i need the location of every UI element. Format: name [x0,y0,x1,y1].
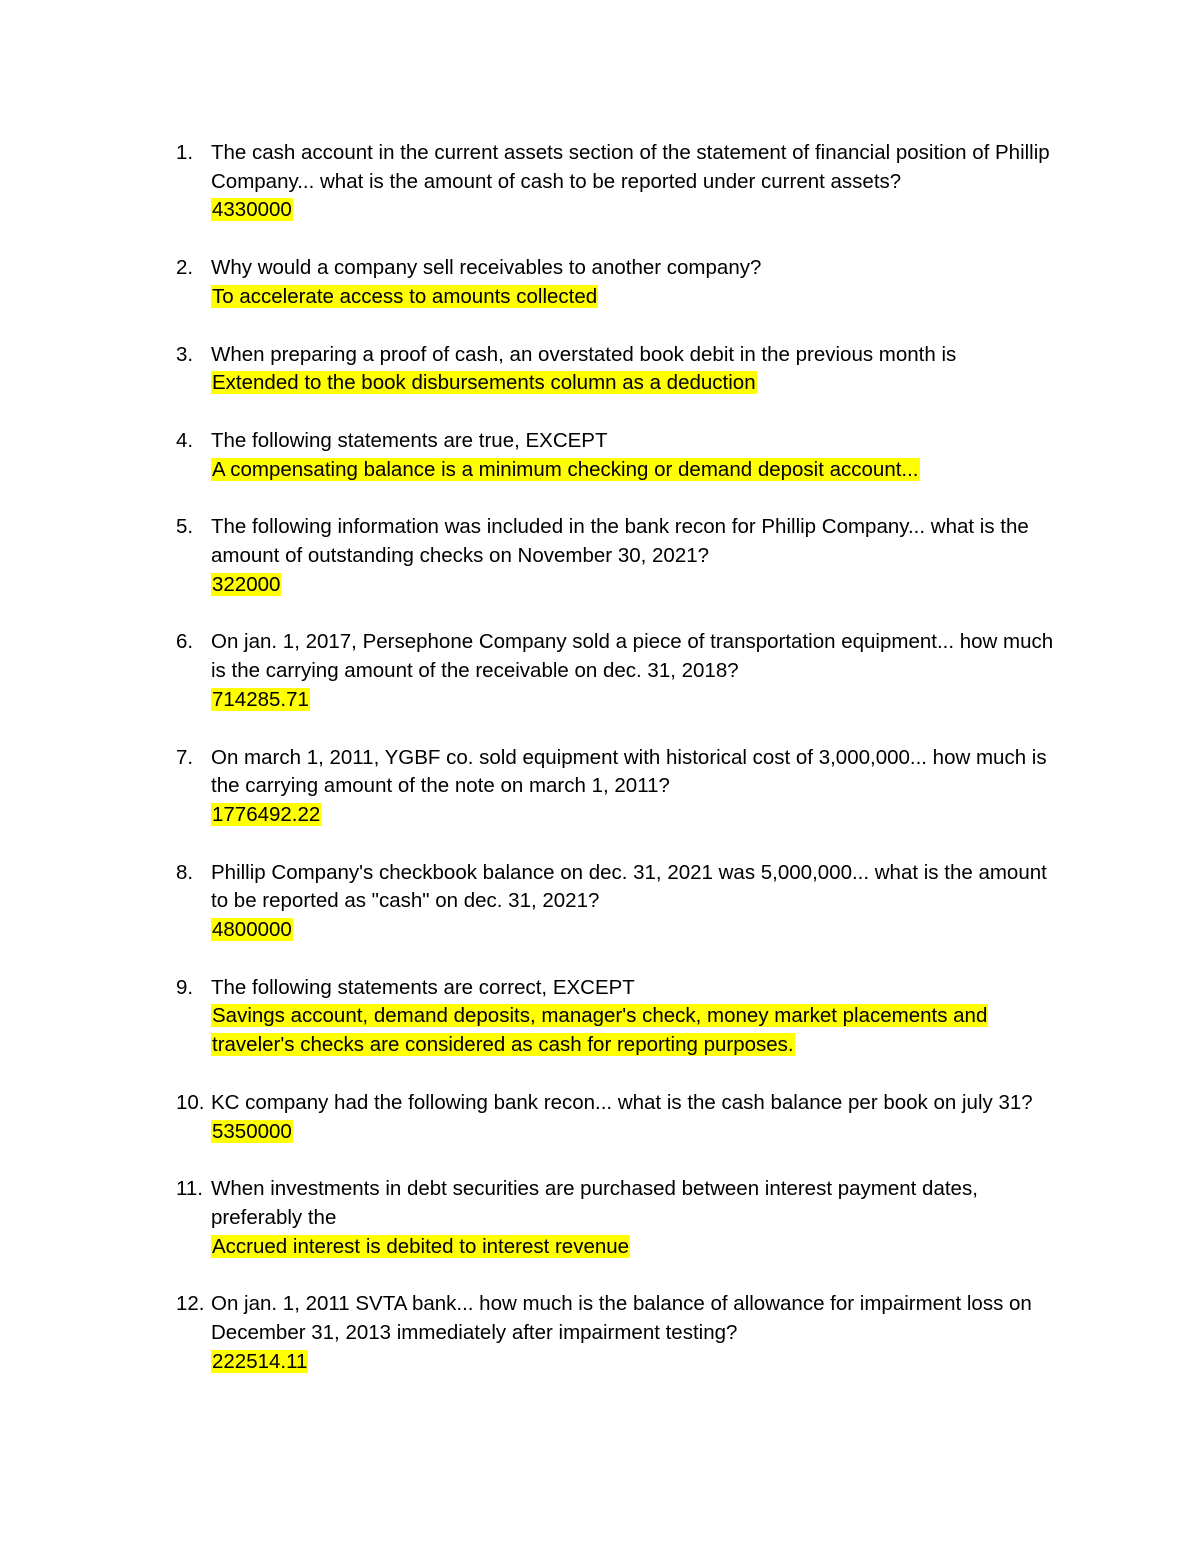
answer-highlight: 1776492.22 [212,802,321,826]
question-text: On march 1, 2011, YGBF co. sold equipment with historical cost of 3,000,000... how much is the carrying amount of the note on march 1, 2011? [211,745,1047,798]
question-number: 1. [176,141,194,164]
question-number: 10. [176,1090,205,1114]
question-item [172,628,1062,714]
answer-highlight: 222514.11 [212,1349,308,1373]
question-item [172,859,1062,945]
question-number: 11. [176,1177,203,1201]
question-item [172,341,1062,398]
answer-highlight: Accrued interest is debited to interest revenue [212,1234,630,1258]
question-number: 6. [176,630,194,654]
question-item [172,974,1062,1060]
question-text: When preparing a proof of cash, an overstated book debit in the previous month is [211,342,957,366]
answer-highlight: Savings account, demand deposits, manager's check, money market placements and traveler's checks are considered as cash for reporting purposes. [212,1004,988,1057]
question-item [172,139,1062,225]
answer-highlight: To accelerate access to amounts collected [212,284,598,308]
question-number: 12. [176,1292,205,1316]
question-number: 3. [176,342,194,366]
question-text: The cash account in the current assets section of the statement of financial position of Phillip Company... what is the amount of cash to be reported under current assets? [211,141,1050,193]
answer-highlight: 322000 [212,572,281,596]
question-text: The following information was included in the bank recon for Phillip Company... what is the amount of outstanding checks on November 30, 2021? [211,515,1029,568]
answer-highlight: Extended to the book disbursements column as a deduction [212,371,756,395]
question-item [172,1089,1062,1146]
question-item [172,254,1062,311]
question-number: 2. [176,256,194,280]
answer-highlight: 4800000 [212,918,292,942]
question-item [172,744,1062,830]
answer-highlight: 5350000 [212,1119,292,1143]
question-text: When investments in debt securities are purchased between interest payment dates, preferably the [211,1177,978,1229]
question-number: 5. [176,515,194,539]
question-item [172,1175,1062,1261]
question-number: 4. [176,428,194,452]
answer-highlight: 714285.71 [212,687,309,711]
question-number: 8. [176,860,194,884]
question-text: Phillip Company's checkbook balance on dec. 31, 2021 was 5,000,000... what is the amount to be reported as "cash" on dec. 31, 2021? [211,860,1047,913]
question-number: 9. [176,975,194,999]
question-text: On jan. 1, 2011 SVTA bank... how much is the balance of allowance for impairment loss on December 31, 2013 immediately after impairment testing? [211,1292,1032,1345]
question-number: 7. [176,745,194,769]
question-item [172,427,1062,484]
answer-highlight: A compensating balance is a minimum checking or demand deposit account... [212,457,919,481]
question-item [172,1290,1062,1376]
question-text: The following statements are true, EXCEPT [211,428,608,452]
question-text: On jan. 1, 2017, Persephone Company sold a piece of transportation equipment... how much is the carrying amount of the receivable on dec. 31, 2018? [211,630,1054,683]
question-text: Why would a company sell receivables to another company? [211,256,762,280]
question-text: KC company had the following bank recon... what is the cash balance per book on july 31? [211,1090,1033,1114]
question-text: The following statements are correct, EXCEPT [211,975,635,999]
question-item [172,513,1062,599]
answer-highlight: 4330000 [212,198,292,222]
question-list [172,139,1062,1406]
